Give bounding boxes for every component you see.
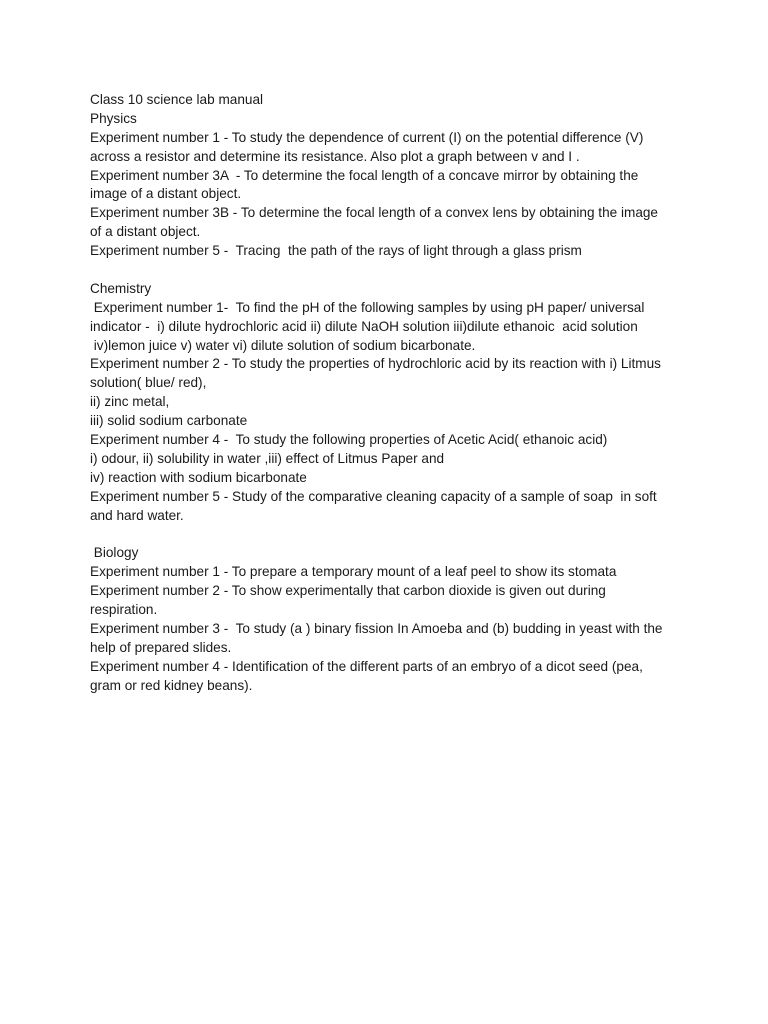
biology-line: respiration. (90, 602, 158, 618)
chemistry-line: solution( blue/ red), (90, 375, 207, 391)
chemistry-line: indicator - i) dilute hydrochloric acid ii) dilute NaOH solution iii)dilute ethanoic acid solution (90, 318, 638, 334)
document-title: Class 10 science lab manual (90, 92, 264, 107)
biology-line: Experiment number 2 - To show experimentally that carbon dioxide is given out during (90, 583, 606, 599)
section-spacer (90, 525, 690, 544)
section-heading-biology: Biology (90, 545, 139, 561)
physics-line: Experiment number 3A - To determine the focal length of a concave mirror by obtaining the (90, 167, 639, 183)
biology-line: help of prepared slides. (90, 639, 232, 655)
biology-line: Experiment number 1 - To prepare a temporary mount of a leaf peel to show its stomata (90, 564, 617, 580)
section-heading-chemistry: Chemistry (90, 280, 152, 296)
physics-line: Experiment number 1 - To study the dependence of current (I) on the potential difference (V) (90, 129, 644, 145)
chemistry-line: Experiment number 4 - To study the following properties of Acetic Acid( ethanoic acid) (90, 432, 608, 448)
section-spacer (90, 261, 690, 280)
biology-line: Experiment number 3 - To study (a ) binary fission In Amoeba and (b) budding in yeast with the (90, 620, 663, 636)
physics-line: Experiment number 5 - Tracing the path of the rays of light through a glass prism (90, 243, 582, 259)
document-body (90, 91, 690, 696)
chemistry-line: and hard water. (90, 507, 184, 523)
biology-line: Experiment number 4 - Identification of the different parts of an embryo of a dicot seed (pea, (90, 658, 643, 674)
chemistry-line: ii) zinc metal, (90, 394, 170, 410)
physics-line: Experiment number 3B - To determine the focal length of a convex lens by obtaining the image (90, 205, 658, 221)
section-heading-physics: Physics (90, 110, 137, 126)
chemistry-line: iv) reaction with sodium bicarbonate (90, 469, 307, 485)
chemistry-line: Experiment number 5 - Study of the comparative cleaning capacity of a sample of soap in soft (90, 488, 657, 504)
biology-line: gram or red kidney beans). (90, 677, 253, 693)
chemistry-line: Experiment number 2 - To study the properties of hydrochloric acid by its reaction with i) Litmus (90, 356, 661, 372)
chemistry-line: iii) solid sodium carbonate (90, 413, 248, 429)
physics-line: image of a distant object. (90, 186, 242, 202)
physics-line: across a resistor and determine its resistance. Also plot a graph between v and I . (90, 148, 580, 164)
chemistry-line: i) odour, ii) solubility in water ,iii) effect of Litmus Paper and (90, 450, 445, 466)
chemistry-line: iv)lemon juice v) water vi) dilute solution of sodium bicarbonate. (90, 337, 476, 353)
physics-line: of a distant object. (90, 224, 201, 240)
chemistry-line: Experiment number 1- To find the pH of the following samples by using pH paper/ universal (90, 299, 645, 315)
